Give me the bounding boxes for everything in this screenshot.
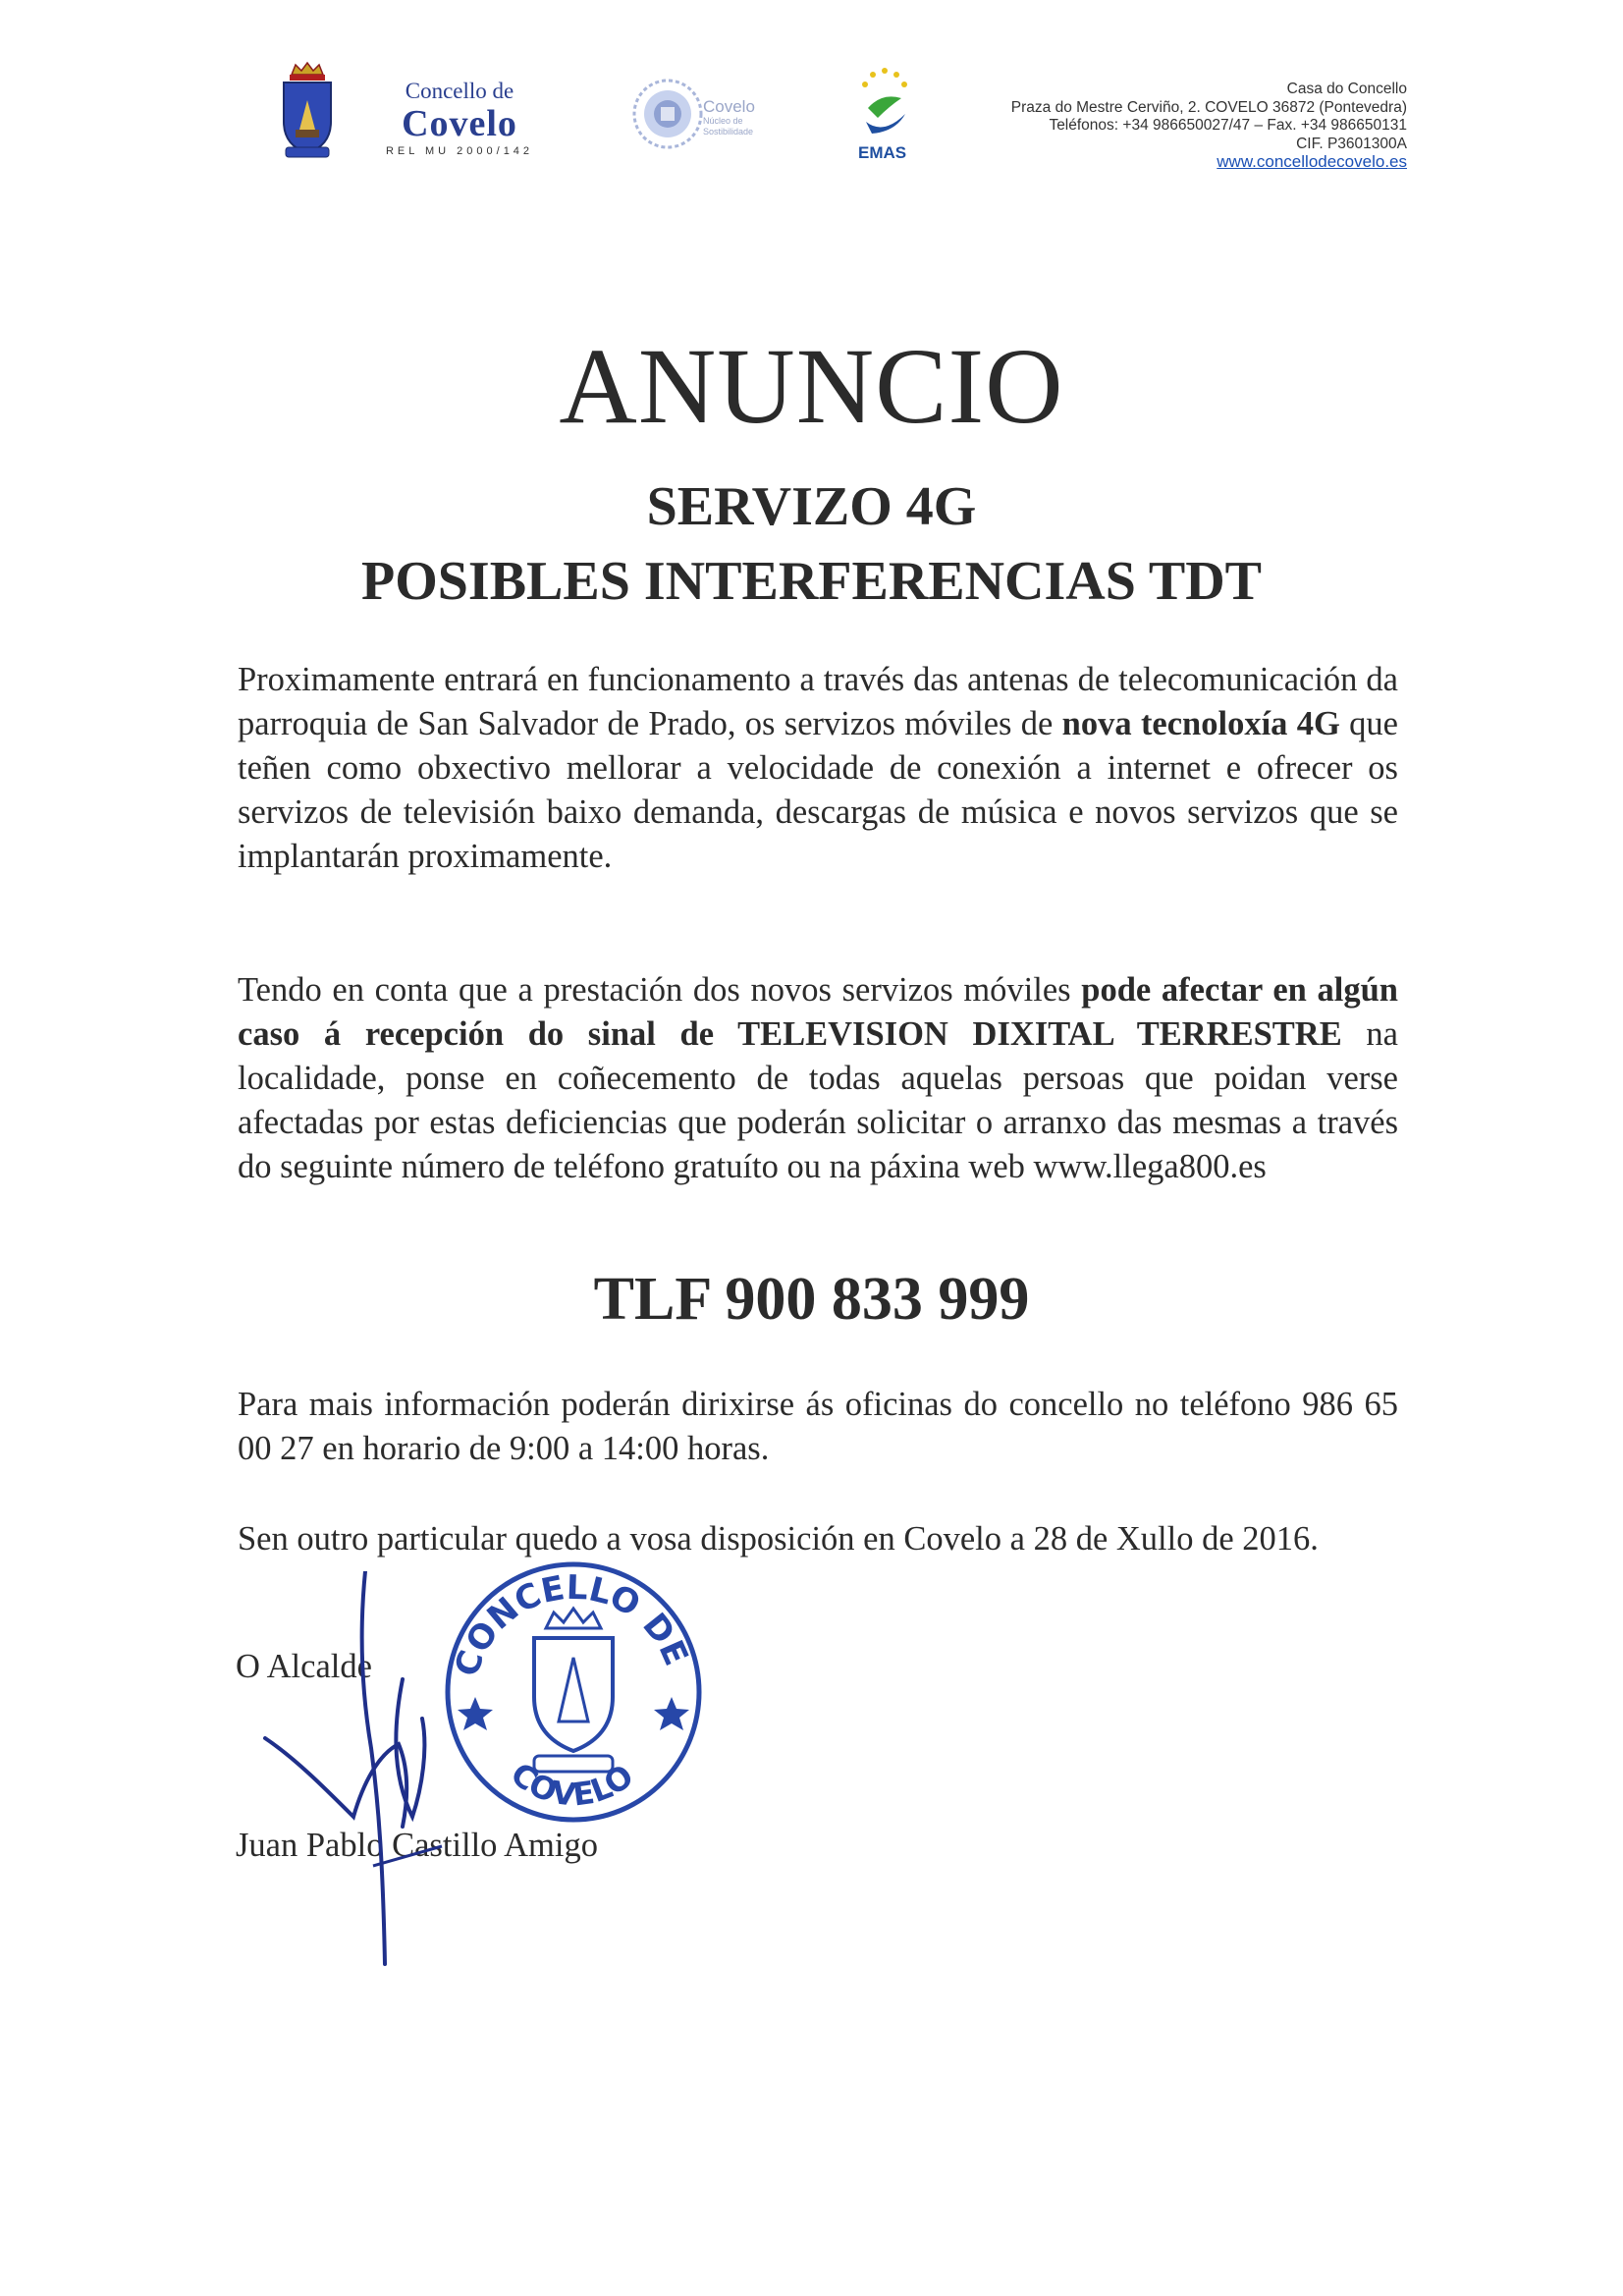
svg-text:COVELO: COVELO [503,1754,641,1814]
paragraph-interference [238,968,1398,1189]
subtitle-interferencias: POSIBLES INTERFERENCIAS TDT [360,551,1263,612]
concello-line1: Concello de [405,79,514,103]
subtitle-servizo: SERVIZO 4G [646,476,977,537]
concello-wordmark [381,79,538,157]
emas-logo [850,63,919,141]
address-line2: Praza do Mestre Cerviño, 2. COVELO 36872 (Pontevedra) [1010,98,1407,116]
paragraph-info: Para mais información poderán dirixirse ás oficinas do concello no teléfono 986 65 00 27 en horario de 9:00 a 14:00 horas. [238,1386,1398,1467]
p2-text-b: na localidade, ponse en coñecemento de todas aquelas persoas que poidan verse afectadas por estas deficiencias que poderán solicitar o arranxo das mesmas a través do seguinte número de teléfono gratuíto ou na páxina web www.llega800.es [238,1015,1398,1185]
p1-text-b: que teñen como obxectivo mellorar a velocidade de conexión a internet e ofrecer os servizos de televisión baixo demanda, descargas de música e novos servizos que se implantarán proximamente. [238,705,1398,875]
nucleo-text [703,98,755,137]
official-stamp [436,1550,711,1834]
address-line3: Teléfonos: +34 986650027/47 – Fax. +34 986650131 [1049,117,1407,134]
main-title: ANUNCIO [559,326,1064,446]
nucleo-line2: Núcleo de [703,116,743,126]
free-phone-number: TLF 900 833 999 [593,1266,1030,1333]
address-line1: Casa do Concello [1286,81,1407,97]
coat-of-arms-logo [278,61,337,161]
nucleo-sostibilidade-logo [628,75,707,153]
address-line4: CIF. P3601300A [1296,135,1407,152]
svg-text:CONCELLO DE: CONCELLO DE [447,1567,696,1681]
signatory-title: O Alcalde [236,1648,372,1685]
nucleo-line1: Covelo [703,97,755,116]
p1-text-a: Proximamente entrará en funcionamento a través das antenas de telecomunicación da parroquia de San Salvador de Prado, os servizos móviles de [238,661,1398,742]
emas-label: EMAS [858,143,907,162]
town-hall-address [916,81,1407,172]
handwritten-signature [255,1571,471,1984]
paragraph-intro [238,658,1398,879]
nucleo-line3: Sostibilidade [703,127,754,137]
paragraph-closing: Sen outro particular quedo a vosa disposición en Covelo a 28 de Xullo de 2016. [238,1520,1319,1558]
p2-bold: pode afectar en algún caso á recepción do sinal de TELEVISION DIXITAL TERRESTRE [238,971,1398,1053]
p1-bold: nova tecnoloxía 4G [1061,705,1340,742]
concello-registry: REL MU 2000/142 [385,145,534,157]
signatory-name: Juan Pablo Castillo Amigo [236,1827,598,1864]
concello-line2: Covelo [402,103,517,144]
p2-text-a: Tendo en conta que a prestación dos novos servizos móviles [238,971,1082,1009]
website-link[interactable]: www.concellodecovelo.es [1217,152,1407,171]
